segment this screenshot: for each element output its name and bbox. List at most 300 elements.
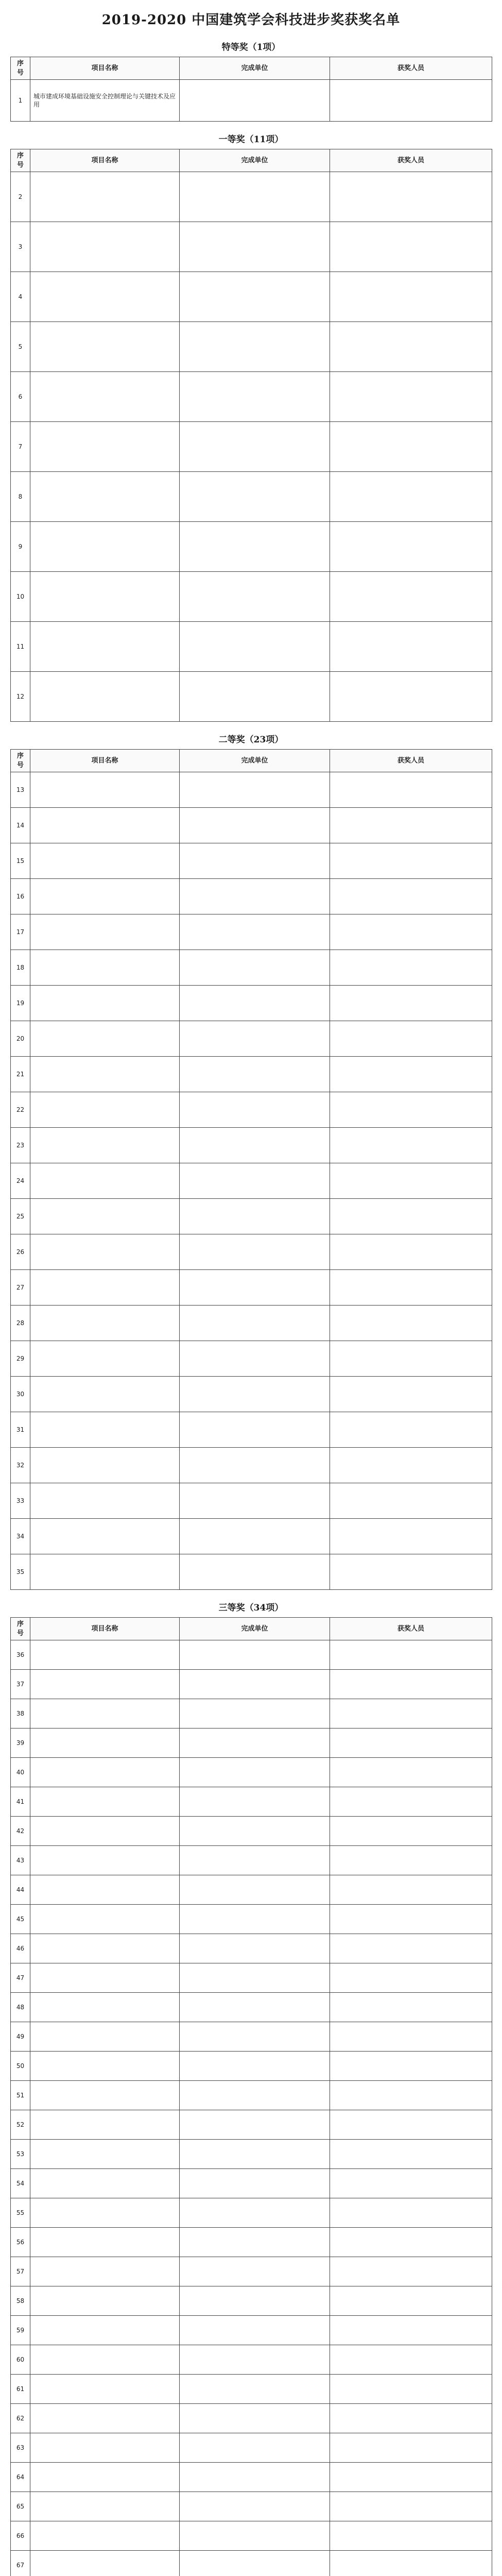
project-name-cell bbox=[30, 672, 180, 722]
award-winners-cell bbox=[330, 672, 492, 722]
table-row bbox=[11, 1905, 492, 1934]
table-row bbox=[11, 1670, 492, 1699]
award-winners-cell bbox=[330, 322, 492, 372]
completing-unit-cell bbox=[180, 1128, 330, 1163]
table-row bbox=[11, 1057, 492, 1092]
award-winners-cell bbox=[330, 372, 492, 422]
row-number: 26 bbox=[11, 1234, 30, 1270]
completing-unit-cell bbox=[180, 986, 330, 1021]
project-name-cell bbox=[30, 1234, 180, 1270]
completing-unit-cell bbox=[180, 2521, 330, 2551]
completing-unit-cell bbox=[180, 322, 330, 372]
completing-unit-cell bbox=[180, 1021, 330, 1057]
row-number: 21 bbox=[11, 1057, 30, 1092]
project-name-cell bbox=[30, 172, 180, 222]
completing-unit-cell bbox=[180, 1306, 330, 1341]
project-name-cell bbox=[30, 2052, 180, 2081]
project-name-cell bbox=[30, 1846, 180, 1875]
project-name-cell bbox=[30, 1341, 180, 1377]
award-winners-cell bbox=[330, 2022, 492, 2052]
project-name-cell bbox=[30, 1640, 180, 1670]
project-name-cell bbox=[30, 522, 180, 572]
table-row bbox=[11, 1875, 492, 1905]
table-row bbox=[11, 2433, 492, 2463]
row-number: 4 bbox=[11, 272, 30, 322]
table-row bbox=[11, 1412, 492, 1448]
award-winners-cell bbox=[330, 1519, 492, 1554]
award-winners-cell bbox=[330, 2110, 492, 2140]
table-row bbox=[11, 622, 492, 672]
table-row bbox=[11, 1092, 492, 1128]
table-header-row bbox=[11, 750, 492, 772]
row-number: 45 bbox=[11, 1905, 30, 1934]
row-number: 23 bbox=[11, 1128, 30, 1163]
table-row bbox=[11, 1341, 492, 1377]
project-name-cell bbox=[30, 2375, 180, 2404]
row-number: 51 bbox=[11, 2081, 30, 2110]
row-number: 58 bbox=[11, 2286, 30, 2316]
table-row bbox=[11, 950, 492, 986]
row-number: 10 bbox=[11, 572, 30, 622]
completing-unit-cell bbox=[180, 472, 330, 522]
table-header-row bbox=[11, 1618, 492, 1640]
project-name-cell bbox=[30, 2110, 180, 2140]
award-winners-cell bbox=[330, 950, 492, 986]
project-name-cell bbox=[30, 2257, 180, 2286]
award-winners-cell bbox=[330, 1993, 492, 2022]
completing-unit-cell bbox=[180, 2052, 330, 2081]
award-winners-cell bbox=[330, 172, 492, 222]
award-winners-cell bbox=[330, 1875, 492, 1905]
table-row bbox=[11, 80, 492, 122]
table-row bbox=[11, 2316, 492, 2345]
table-row bbox=[11, 1993, 492, 2022]
header-award-winners: 获奖人员 bbox=[330, 1618, 492, 1640]
table-row bbox=[11, 2521, 492, 2551]
completing-unit-cell bbox=[180, 1846, 330, 1875]
completing-unit-cell bbox=[180, 672, 330, 722]
row-number: 65 bbox=[11, 2492, 30, 2521]
award-winners-cell bbox=[330, 2052, 492, 2081]
table-row bbox=[11, 272, 492, 322]
completing-unit-cell bbox=[180, 1519, 330, 1554]
award-winners-cell bbox=[330, 522, 492, 572]
award-winners-cell bbox=[330, 1728, 492, 1758]
row-number: 3 bbox=[11, 222, 30, 272]
header-completing-unit: 完成单位 bbox=[180, 1618, 330, 1640]
award-table bbox=[10, 749, 492, 1590]
table-row bbox=[11, 1234, 492, 1270]
completing-unit-cell bbox=[180, 2257, 330, 2286]
table-row bbox=[11, 2169, 492, 2198]
award-winners-cell bbox=[330, 2316, 492, 2345]
award-winners-cell bbox=[330, 986, 492, 1021]
award-section bbox=[10, 1600, 492, 2576]
row-number: 62 bbox=[11, 2404, 30, 2433]
table-row bbox=[11, 222, 492, 272]
header-award-winners: 获奖人员 bbox=[330, 750, 492, 772]
award-winners-cell bbox=[330, 914, 492, 950]
row-number: 7 bbox=[11, 422, 30, 472]
row-number: 11 bbox=[11, 622, 30, 672]
completing-unit-cell bbox=[180, 1817, 330, 1846]
project-name-cell bbox=[30, 986, 180, 1021]
row-number: 41 bbox=[11, 1787, 30, 1817]
completing-unit-cell bbox=[180, 172, 330, 222]
completing-unit-cell bbox=[180, 622, 330, 672]
row-number: 33 bbox=[11, 1483, 30, 1519]
table-row bbox=[11, 2052, 492, 2081]
project-name-cell bbox=[30, 1306, 180, 1341]
table-row bbox=[11, 1817, 492, 1846]
table-row bbox=[11, 808, 492, 843]
row-number: 52 bbox=[11, 2110, 30, 2140]
completing-unit-cell bbox=[180, 2169, 330, 2198]
row-number: 17 bbox=[11, 914, 30, 950]
award-winners-cell bbox=[330, 1412, 492, 1448]
award-section bbox=[10, 732, 492, 1590]
award-winners-cell bbox=[330, 2081, 492, 2110]
row-number: 56 bbox=[11, 2228, 30, 2257]
table-row bbox=[11, 2228, 492, 2257]
award-winners-cell bbox=[330, 2345, 492, 2375]
table-row bbox=[11, 1448, 492, 1483]
completing-unit-cell bbox=[180, 1448, 330, 1483]
award-winners-cell bbox=[330, 1670, 492, 1699]
award-winners-cell bbox=[330, 2286, 492, 2316]
project-name-cell bbox=[30, 2228, 180, 2257]
table-row bbox=[11, 1306, 492, 1341]
project-name-cell bbox=[30, 1199, 180, 1234]
completing-unit-cell bbox=[180, 914, 330, 950]
project-name-cell bbox=[30, 1128, 180, 1163]
award-winners-cell bbox=[330, 1270, 492, 1306]
table-row bbox=[11, 2463, 492, 2492]
completing-unit-cell bbox=[180, 2022, 330, 2052]
completing-unit-cell bbox=[180, 2404, 330, 2433]
project-name-cell bbox=[30, 1163, 180, 1199]
project-name-cell bbox=[30, 1377, 180, 1412]
row-number: 12 bbox=[11, 672, 30, 722]
completing-unit-cell bbox=[180, 1377, 330, 1412]
award-winners-cell bbox=[330, 2521, 492, 2551]
completing-unit-cell bbox=[180, 2140, 330, 2169]
completing-unit-cell bbox=[180, 1341, 330, 1377]
table-row bbox=[11, 522, 492, 572]
project-name-cell bbox=[30, 2081, 180, 2110]
row-number: 66 bbox=[11, 2521, 30, 2551]
completing-unit-cell bbox=[180, 1963, 330, 1993]
project-name-cell bbox=[30, 879, 180, 914]
table-row bbox=[11, 1758, 492, 1787]
row-number: 22 bbox=[11, 1092, 30, 1128]
table-header-row bbox=[11, 149, 492, 172]
project-name-cell bbox=[30, 1699, 180, 1728]
header-award-winners: 获奖人员 bbox=[330, 149, 492, 172]
award-winners-cell bbox=[330, 622, 492, 672]
row-number: 2 bbox=[11, 172, 30, 222]
row-number: 28 bbox=[11, 1306, 30, 1341]
award-winners-cell bbox=[330, 2198, 492, 2228]
row-number: 13 bbox=[11, 772, 30, 808]
row-number: 6 bbox=[11, 372, 30, 422]
table-row bbox=[11, 2022, 492, 2052]
row-number: 15 bbox=[11, 843, 30, 879]
project-name-cell bbox=[30, 622, 180, 672]
project-name-cell bbox=[30, 772, 180, 808]
row-number: 39 bbox=[11, 1728, 30, 1758]
award-winners-cell bbox=[330, 1092, 492, 1128]
project-name-cell bbox=[30, 1448, 180, 1483]
award-winners-cell bbox=[330, 2169, 492, 2198]
project-name-cell bbox=[30, 2198, 180, 2228]
completing-unit-cell bbox=[180, 772, 330, 808]
award-winners-cell bbox=[330, 1554, 492, 1590]
award-winners-cell bbox=[330, 2404, 492, 2433]
completing-unit-cell bbox=[180, 422, 330, 472]
section-heading: 三等奖（34项） bbox=[218, 1603, 284, 1614]
project-name-cell bbox=[30, 1483, 180, 1519]
project-name-cell bbox=[30, 572, 180, 622]
completing-unit-cell bbox=[180, 808, 330, 843]
completing-unit-cell bbox=[180, 1758, 330, 1787]
table-row bbox=[11, 1554, 492, 1590]
row-number: 61 bbox=[11, 2375, 30, 2404]
table-row bbox=[11, 1963, 492, 1993]
award-winners-cell bbox=[330, 1787, 492, 1817]
project-name-cell bbox=[30, 1670, 180, 1699]
award-winners-cell bbox=[330, 1057, 492, 1092]
completing-unit-cell bbox=[180, 1670, 330, 1699]
page-title: 2019-2020 中国建筑学会科技进步奖获奖名单 bbox=[101, 12, 401, 28]
completing-unit-cell bbox=[180, 1640, 330, 1670]
completing-unit-cell bbox=[180, 2345, 330, 2375]
row-number: 36 bbox=[11, 1640, 30, 1670]
award-winners-cell bbox=[330, 572, 492, 622]
table-row bbox=[11, 772, 492, 808]
project-name-cell bbox=[30, 2140, 180, 2169]
row-number: 19 bbox=[11, 986, 30, 1021]
award-winners-cell bbox=[330, 2257, 492, 2286]
completing-unit-cell bbox=[180, 1728, 330, 1758]
award-winners-cell bbox=[330, 1846, 492, 1875]
award-winners-cell bbox=[330, 472, 492, 522]
award-winners-cell bbox=[330, 1934, 492, 1963]
award-winners-cell bbox=[330, 2433, 492, 2463]
award-section bbox=[10, 132, 492, 722]
row-number: 24 bbox=[11, 1163, 30, 1199]
table-row bbox=[11, 2404, 492, 2433]
completing-unit-cell bbox=[180, 572, 330, 622]
award-winners-cell bbox=[330, 2463, 492, 2492]
project-name-cell bbox=[30, 2345, 180, 2375]
project-name-cell bbox=[30, 1554, 180, 1590]
table-row bbox=[11, 2140, 492, 2169]
completing-unit-cell bbox=[180, 2433, 330, 2463]
row-number: 47 bbox=[11, 1963, 30, 1993]
project-name-cell bbox=[30, 2022, 180, 2052]
award-winners-cell bbox=[330, 272, 492, 322]
row-number: 46 bbox=[11, 1934, 30, 1963]
award-winners-cell bbox=[330, 2492, 492, 2521]
header-completing-unit: 完成单位 bbox=[180, 57, 330, 80]
row-number: 9 bbox=[11, 522, 30, 572]
completing-unit-cell bbox=[180, 1270, 330, 1306]
row-number: 30 bbox=[11, 1377, 30, 1412]
project-name-cell bbox=[30, 2433, 180, 2463]
award-winners-cell bbox=[330, 879, 492, 914]
table-row bbox=[11, 2081, 492, 2110]
award-table bbox=[10, 57, 492, 122]
project-name-cell bbox=[30, 1905, 180, 1934]
project-name-cell bbox=[30, 1057, 180, 1092]
row-number: 34 bbox=[11, 1519, 30, 1554]
table-row bbox=[11, 1640, 492, 1670]
award-winners-cell bbox=[330, 1640, 492, 1670]
project-name-cell bbox=[30, 808, 180, 843]
table-row bbox=[11, 1699, 492, 1728]
section-heading: 二等奖（23项） bbox=[218, 735, 284, 745]
row-number: 37 bbox=[11, 1670, 30, 1699]
award-table bbox=[10, 1617, 492, 2576]
award-winners-cell bbox=[330, 1128, 492, 1163]
header-no: 序号 bbox=[11, 1618, 30, 1640]
row-number: 14 bbox=[11, 808, 30, 843]
row-number: 32 bbox=[11, 1448, 30, 1483]
table-row bbox=[11, 2198, 492, 2228]
award-winners-cell bbox=[330, 80, 492, 122]
completing-unit-cell bbox=[180, 2375, 330, 2404]
row-number: 27 bbox=[11, 1270, 30, 1306]
header-completing-unit: 完成单位 bbox=[180, 149, 330, 172]
award-winners-cell bbox=[330, 1699, 492, 1728]
project-name-cell bbox=[30, 222, 180, 272]
table-row bbox=[11, 1377, 492, 1412]
completing-unit-cell bbox=[180, 1787, 330, 1817]
table-row bbox=[11, 1787, 492, 1817]
award-winners-cell bbox=[330, 1021, 492, 1057]
table-row bbox=[11, 879, 492, 914]
table-row bbox=[11, 2110, 492, 2140]
completing-unit-cell bbox=[180, 1163, 330, 1199]
project-name-cell bbox=[30, 1963, 180, 1993]
row-number: 16 bbox=[11, 879, 30, 914]
project-name-cell bbox=[30, 1993, 180, 2022]
table-row bbox=[11, 1846, 492, 1875]
award-winners-cell bbox=[330, 222, 492, 272]
table-row bbox=[11, 422, 492, 472]
completing-unit-cell bbox=[180, 2198, 330, 2228]
project-name-cell bbox=[30, 2551, 180, 2576]
completing-unit-cell bbox=[180, 1993, 330, 2022]
project-name-cell bbox=[30, 1728, 180, 1758]
completing-unit-cell bbox=[180, 2463, 330, 2492]
completing-unit-cell bbox=[180, 2228, 330, 2257]
completing-unit-cell bbox=[180, 272, 330, 322]
row-number: 1 bbox=[11, 80, 30, 122]
row-number: 18 bbox=[11, 950, 30, 986]
project-name-cell bbox=[30, 843, 180, 879]
header-award-winners: 获奖人员 bbox=[330, 57, 492, 80]
table-row bbox=[11, 2375, 492, 2404]
award-winners-cell bbox=[330, 2140, 492, 2169]
award-section bbox=[10, 40, 492, 122]
completing-unit-cell bbox=[180, 372, 330, 422]
table-row bbox=[11, 322, 492, 372]
table-row bbox=[11, 2257, 492, 2286]
row-number: 29 bbox=[11, 1341, 30, 1377]
row-number: 44 bbox=[11, 1875, 30, 1905]
header-project-name: 项目名称 bbox=[30, 1618, 180, 1640]
project-name-cell bbox=[30, 914, 180, 950]
project-name-cell bbox=[30, 1817, 180, 1846]
completing-unit-cell bbox=[180, 1934, 330, 1963]
table-row bbox=[11, 2345, 492, 2375]
table-row bbox=[11, 1270, 492, 1306]
project-name-cell bbox=[30, 2492, 180, 2521]
project-name-cell bbox=[30, 1021, 180, 1057]
row-number: 49 bbox=[11, 2022, 30, 2052]
project-name-cell bbox=[30, 272, 180, 322]
project-name-cell bbox=[30, 372, 180, 422]
row-number: 67 bbox=[11, 2551, 30, 2576]
completing-unit-cell bbox=[180, 2081, 330, 2110]
table-row bbox=[11, 914, 492, 950]
award-winners-cell bbox=[330, 1817, 492, 1846]
row-number: 60 bbox=[11, 2345, 30, 2375]
row-number: 55 bbox=[11, 2198, 30, 2228]
project-name-cell bbox=[30, 472, 180, 522]
row-number: 57 bbox=[11, 2257, 30, 2286]
completing-unit-cell bbox=[180, 1412, 330, 1448]
row-number: 40 bbox=[11, 1758, 30, 1787]
project-name-cell bbox=[30, 1934, 180, 1963]
row-number: 8 bbox=[11, 472, 30, 522]
project-name-cell bbox=[30, 422, 180, 472]
completing-unit-cell bbox=[180, 2110, 330, 2140]
header-no: 序号 bbox=[11, 149, 30, 172]
completing-unit-cell bbox=[180, 1092, 330, 1128]
project-name-cell bbox=[30, 950, 180, 986]
table-row bbox=[11, 172, 492, 222]
completing-unit-cell bbox=[180, 950, 330, 986]
row-number: 25 bbox=[11, 1199, 30, 1234]
project-name-cell bbox=[30, 2521, 180, 2551]
row-number: 50 bbox=[11, 2052, 30, 2081]
table-row bbox=[11, 1483, 492, 1519]
award-winners-cell bbox=[330, 1963, 492, 1993]
table-header-row bbox=[11, 57, 492, 80]
completing-unit-cell bbox=[180, 1875, 330, 1905]
completing-unit-cell bbox=[180, 1234, 330, 1270]
project-name-cell bbox=[30, 322, 180, 372]
row-number: 48 bbox=[11, 1993, 30, 2022]
completing-unit-cell bbox=[180, 2551, 330, 2576]
award-winners-cell bbox=[330, 1306, 492, 1341]
completing-unit-cell bbox=[180, 1699, 330, 1728]
completing-unit-cell bbox=[180, 222, 330, 272]
completing-unit-cell bbox=[180, 1483, 330, 1519]
award-winners-cell bbox=[330, 1905, 492, 1934]
project-name-cell bbox=[30, 2286, 180, 2316]
table-row bbox=[11, 1163, 492, 1199]
completing-unit-cell bbox=[180, 522, 330, 572]
award-winners-cell bbox=[330, 1341, 492, 1377]
award-winners-cell bbox=[330, 422, 492, 472]
row-number: 35 bbox=[11, 1554, 30, 1590]
table-row bbox=[11, 1934, 492, 1963]
completing-unit-cell bbox=[180, 2492, 330, 2521]
